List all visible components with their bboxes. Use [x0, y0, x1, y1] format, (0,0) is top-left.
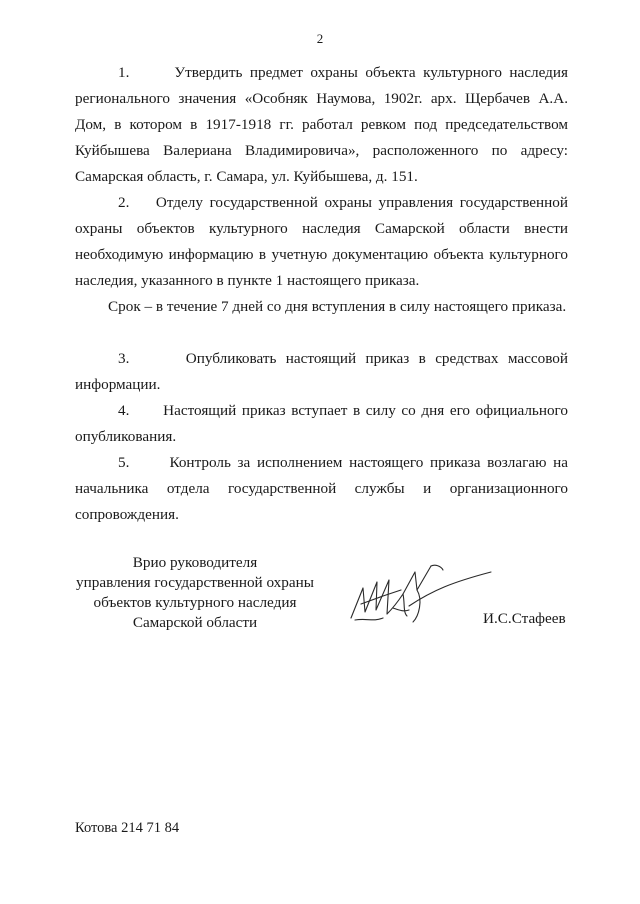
page-number: 2: [316, 31, 324, 46]
item-1-text: Утвердить предмет охраны объекта культурного наследия регионального значения «Особняк Наумова, 1902г. арх. Щербачев А.А. Дом, в котором в 1917-1918 гг. работал ревком под председательством Куйбышева Валериана Владимировича», расположенного по адресу: Самарская область, г. Самара, ул. Куйбышева, д. 151.: [75, 64, 568, 185]
deadline-text: Срок – в течение 7 дней со дня вступления в силу настоящего приказа.: [108, 298, 567, 315]
item-3: [75, 346, 568, 398]
item-5-number: 5.: [118, 454, 130, 471]
position-line-3: объектов культурного наследия: [93, 594, 297, 611]
item-4-text: Настоящий приказ вступает в силу со дня его официального опубликования.: [75, 402, 568, 445]
signer-name: И.С.Стафеев: [483, 610, 566, 627]
item-3-text: Опубликовать настоящий приказ в средствах массовой информации.: [75, 350, 568, 393]
item-2-text: Отделу государственной охраны управления государственной охраны объектов культурного наследия Самарской области внести необходимую информацию в учетную документацию объекта культурного наследия, указанного в пункте 1 настоящего приказа.: [75, 194, 569, 289]
position-line-4: Самарской области: [132, 614, 258, 631]
item-4: [75, 398, 568, 450]
contact-info: Котова 214 71 84: [75, 820, 180, 836]
signatory-position: [60, 553, 330, 633]
item-1: [75, 60, 568, 190]
item-2: [75, 190, 568, 294]
item-1-number: 1.: [118, 64, 130, 81]
handwritten-signature: [343, 560, 493, 630]
item-3-number: 3.: [118, 350, 130, 367]
position-line-2: управления государственной охраны: [76, 574, 314, 591]
item-5: [75, 450, 568, 528]
position-line-1: Врио руководителя: [132, 554, 258, 571]
item-4-number: 4.: [118, 402, 130, 419]
deadline-note: [75, 294, 568, 320]
item-2-number: 2.: [118, 194, 130, 211]
item-5-text: Контроль за исполнением настоящего приказа возлагаю на начальника отдела государственной службы и организационного сопровождения.: [75, 454, 568, 523]
